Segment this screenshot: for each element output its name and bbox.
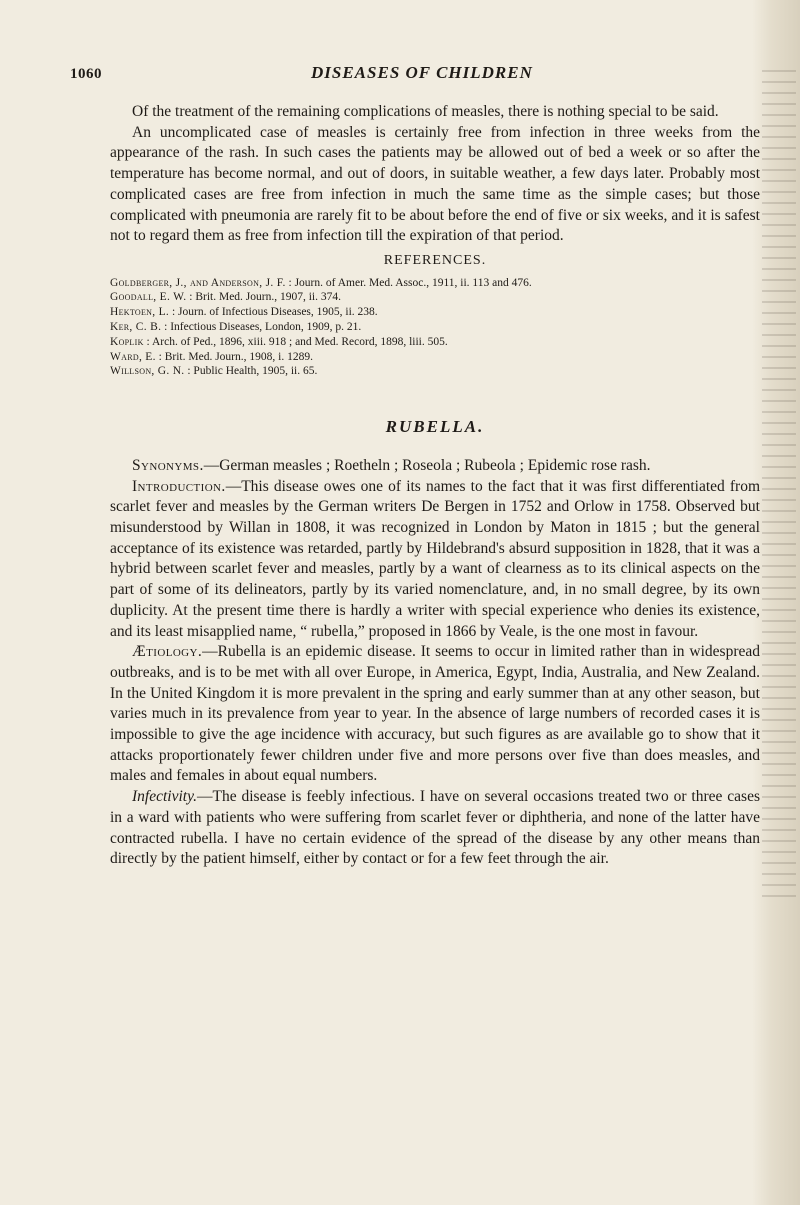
page-body: [110, 102, 760, 870]
paragraph-synonyms: Synonyms.—German measles ; Roetheln ; Roseola ; Rubeola ; Epidemic rose rash.: [132, 456, 651, 474]
reference-item: Ker, C. B. : Infectious Diseases, London, 1909, p. 21.: [110, 321, 362, 334]
reference-item: Goodall, E. W. : Brit. Med. Journ., 1907, ii. 374.: [110, 291, 342, 304]
reference-item: Ward, E. : Brit. Med. Journ., 1908, i. 1289.: [110, 350, 313, 363]
paragraph-aetiology: Ætiology.—Rubella is an epidemic disease. It seems to occur in limited rather than in widespread outbreaks, and is to be met with all over Europe, in America, Egypt, India, Australia, and New Zealand. In the United Kingdom it is more prevalent in the spring and early summer than at any other season, but varies much in its prevalence from year to year. In the absence of large numbers of recorded cases it is impossible to give the age incidence with accuracy, but such figures as are available go to show that it attacks proportionately fewer children under five and more persons over five than does measles, and males and females in about equal numbers.: [110, 643, 760, 785]
reference-item: Willson, G. N. : Public Health, 1905, ii. 65.: [110, 365, 318, 378]
running-head: DISEASES OF CHILDREN: [311, 63, 533, 82]
paragraph-introduction: Introduction.—This disease owes one of its names to the fact that it was first differentiated from scarlet fever and measles by the German writers De Bergen in 1752 and Orlow in 1758. Observed but misunderstood by Willan in 1808, it was recognized in London by Maton in 1815 ; but the general acceptance of its existence was retarded, partly by Hildebrand's absurd supposition in 1828, that it was a hybrid between scarlet fever and measles, partly by a want of clearness as to its clinical aspects on the part of some of its delineators, partly by its varied nomenclature, and, in no small degree, by its own duplicity. At the present time there is hardly a writer with special experience who denies its existence, and its least misapplied name, “ rubella,” proposed in 1866 by Veale, is the one most in favour.: [110, 477, 760, 640]
reference-item: Koplik : Arch. of Ped., 1896, xiii. 918 ; and Med. Record, 1898, liii. 505.: [110, 335, 448, 348]
paragraph: An uncomplicated case of measles is certainly free from infection in three weeks from the appearance of the rash. In such cases the patients may be allowed out of bed a week or so after the temperature has become normal, and out of doors, in suitable weather, a few days later. Probably most complicated cases are free from infection in much the same time as the simple cases; but those complicated with pneumonia are rarely fit to be about before the end of five or six weeks, and it is safest not to regard them as free from infection till the expiration of that period.: [110, 123, 760, 245]
paragraph-infectivity: Infectivity.—The disease is feebly infectious. I have on several occasions treated two or three cases in a ward with patients who were suffering from scarlet fever or diphtheria, and none of the latter have contracted rubella. I have no certain evidence of the spread of the disease by any other means than directly by the patient himself, either by contact or for a few feet through the air.: [110, 788, 760, 868]
reference-item: Hektoen, L. : Journ. of Infectious Diseases, 1905, ii. 238.: [110, 306, 378, 319]
page-header: [70, 60, 760, 90]
page-number: 1060: [70, 66, 102, 82]
section-title-rubella: RUBELLA.: [385, 417, 485, 437]
reference-item: Goldberger, J., and Anderson, J. F. : Journ. of Amer. Med. Assoc., 1911, ii. 113 and 476.: [110, 276, 532, 289]
bleed-through-text: [762, 70, 796, 900]
references-heading: REFERENCES.: [383, 252, 487, 268]
paragraph: Of the treatment of the remaining complications of measles, there is nothing special to be said.: [132, 103, 719, 120]
references-list: [110, 276, 760, 380]
